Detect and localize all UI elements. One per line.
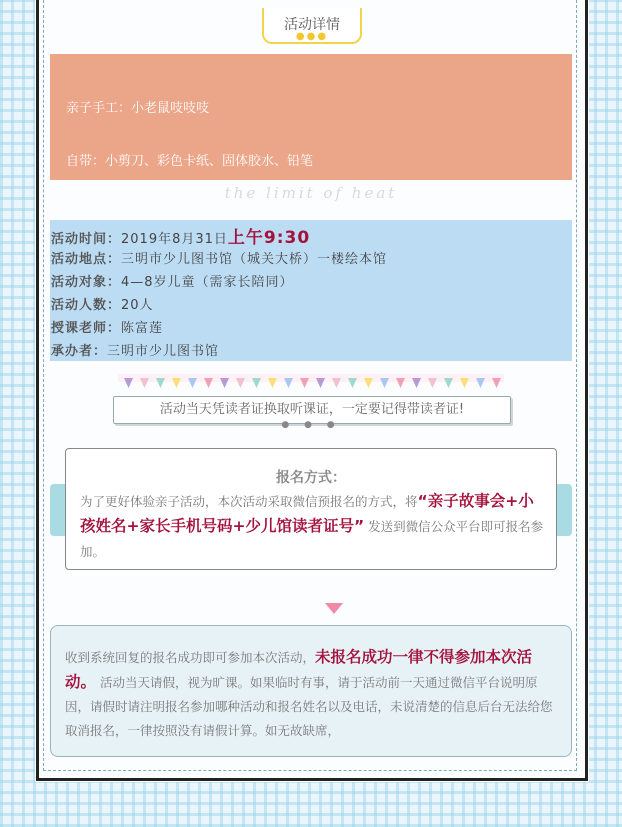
materials-line: 自带：小剪刀、彩色卡纸、固体胶水、铅笔	[66, 154, 314, 169]
time-date: 2019年8月31日	[121, 232, 228, 247]
place-value: 三明市少儿图书馆（城关大桥）一楼绘本馆	[121, 252, 388, 267]
time-clock: 上午9:30	[227, 228, 311, 248]
place-label: 活动地点：	[51, 252, 122, 267]
bunting-flag	[444, 378, 453, 388]
bunting-flag	[428, 378, 437, 388]
title-dots-decoration: ●●●	[295, 31, 329, 42]
registration-heading: 报名方式：	[276, 470, 346, 486]
bunting-flag	[396, 378, 405, 388]
bunting-flag	[156, 378, 165, 388]
org-label: 承办者：	[51, 344, 108, 359]
bunting-flag	[364, 378, 373, 388]
bunting-flag	[332, 378, 341, 388]
bunting-flag	[220, 378, 229, 388]
time-label: 活动时间：	[51, 232, 122, 247]
craft-title: 亲子手工：小老鼠吱吱吱	[66, 101, 210, 116]
bunting-flag	[284, 378, 293, 388]
bunting-flag	[140, 378, 149, 388]
section-title-tag	[262, 8, 362, 44]
info-teacher-row	[51, 317, 163, 336]
registration-text-1: 为了更好体验亲子活动，本次活动采取微信预报名的方式，将	[80, 494, 418, 509]
registration-text-2: 发送到微信公众平台即可报名参加。	[80, 519, 544, 559]
bunting-flag	[316, 378, 325, 388]
notice-dots-decoration: ● ● ●	[281, 420, 341, 430]
count-label: 活动人数：	[51, 298, 122, 313]
notes-box	[50, 625, 572, 757]
registration-card	[65, 448, 557, 570]
info-time-row	[51, 223, 310, 248]
bunting-flag	[300, 378, 309, 388]
registration-format: “亲子故事会+小孩姓名+家长手机号码+少儿馆读者证号”	[80, 492, 534, 535]
bunting-flag	[492, 378, 501, 388]
bunting-flag	[188, 378, 197, 388]
notes-text-1: 收到系统回复的报名成功即可参加本次活动，	[65, 650, 316, 665]
bunting-flag	[476, 378, 485, 388]
info-count-row	[51, 294, 154, 313]
notes-text	[65, 645, 561, 743]
bunting-flag	[412, 378, 421, 388]
bunting-flag	[236, 378, 245, 388]
count-value: 20人	[121, 298, 154, 313]
bunting-decoration	[118, 374, 504, 392]
bunting-flag	[460, 378, 469, 388]
down-arrow-icon	[325, 603, 343, 614]
bunting-flag	[252, 378, 261, 388]
bunting-flag	[124, 378, 133, 388]
bunting-flag	[348, 378, 357, 388]
teacher-value: 陈富莲	[121, 321, 164, 336]
teacher-label: 授课老师：	[51, 321, 122, 336]
reader-card-notice: 活动当天凭读者证换取听课证，一定要记得带读者证!	[113, 396, 511, 424]
registration-text	[80, 489, 546, 564]
info-org-row	[51, 340, 219, 359]
section-title: 活动详情	[284, 17, 340, 33]
target-value: 4—8岁儿童（需家长陪同）	[121, 275, 294, 290]
target-label: 活动对象：	[51, 275, 122, 290]
decorative-script: the limit of heat	[224, 184, 398, 202]
bunting-flag	[268, 378, 277, 388]
info-place-row	[51, 248, 387, 267]
notes-emphasis: 未报名成功一律不得参加本次活动。	[65, 648, 533, 691]
bunting-flag	[172, 378, 181, 388]
info-target-row	[51, 271, 294, 290]
bunting-flag	[380, 378, 389, 388]
org-value: 三明市少儿图书馆	[107, 344, 220, 359]
bunting-flag	[204, 378, 213, 388]
event-info-box	[50, 220, 572, 361]
notes-text-2: 活动当天请假，视为旷课。如果临时有事，请于活动前一天通过微信平台说明原因，请假时请注明报名参加哪种活动和报名姓名以及电话，未说清楚的信息后台无法给您取消报名，一律按照没有请假计算。如无故缺席，	[65, 675, 553, 738]
intro-box	[50, 54, 572, 180]
